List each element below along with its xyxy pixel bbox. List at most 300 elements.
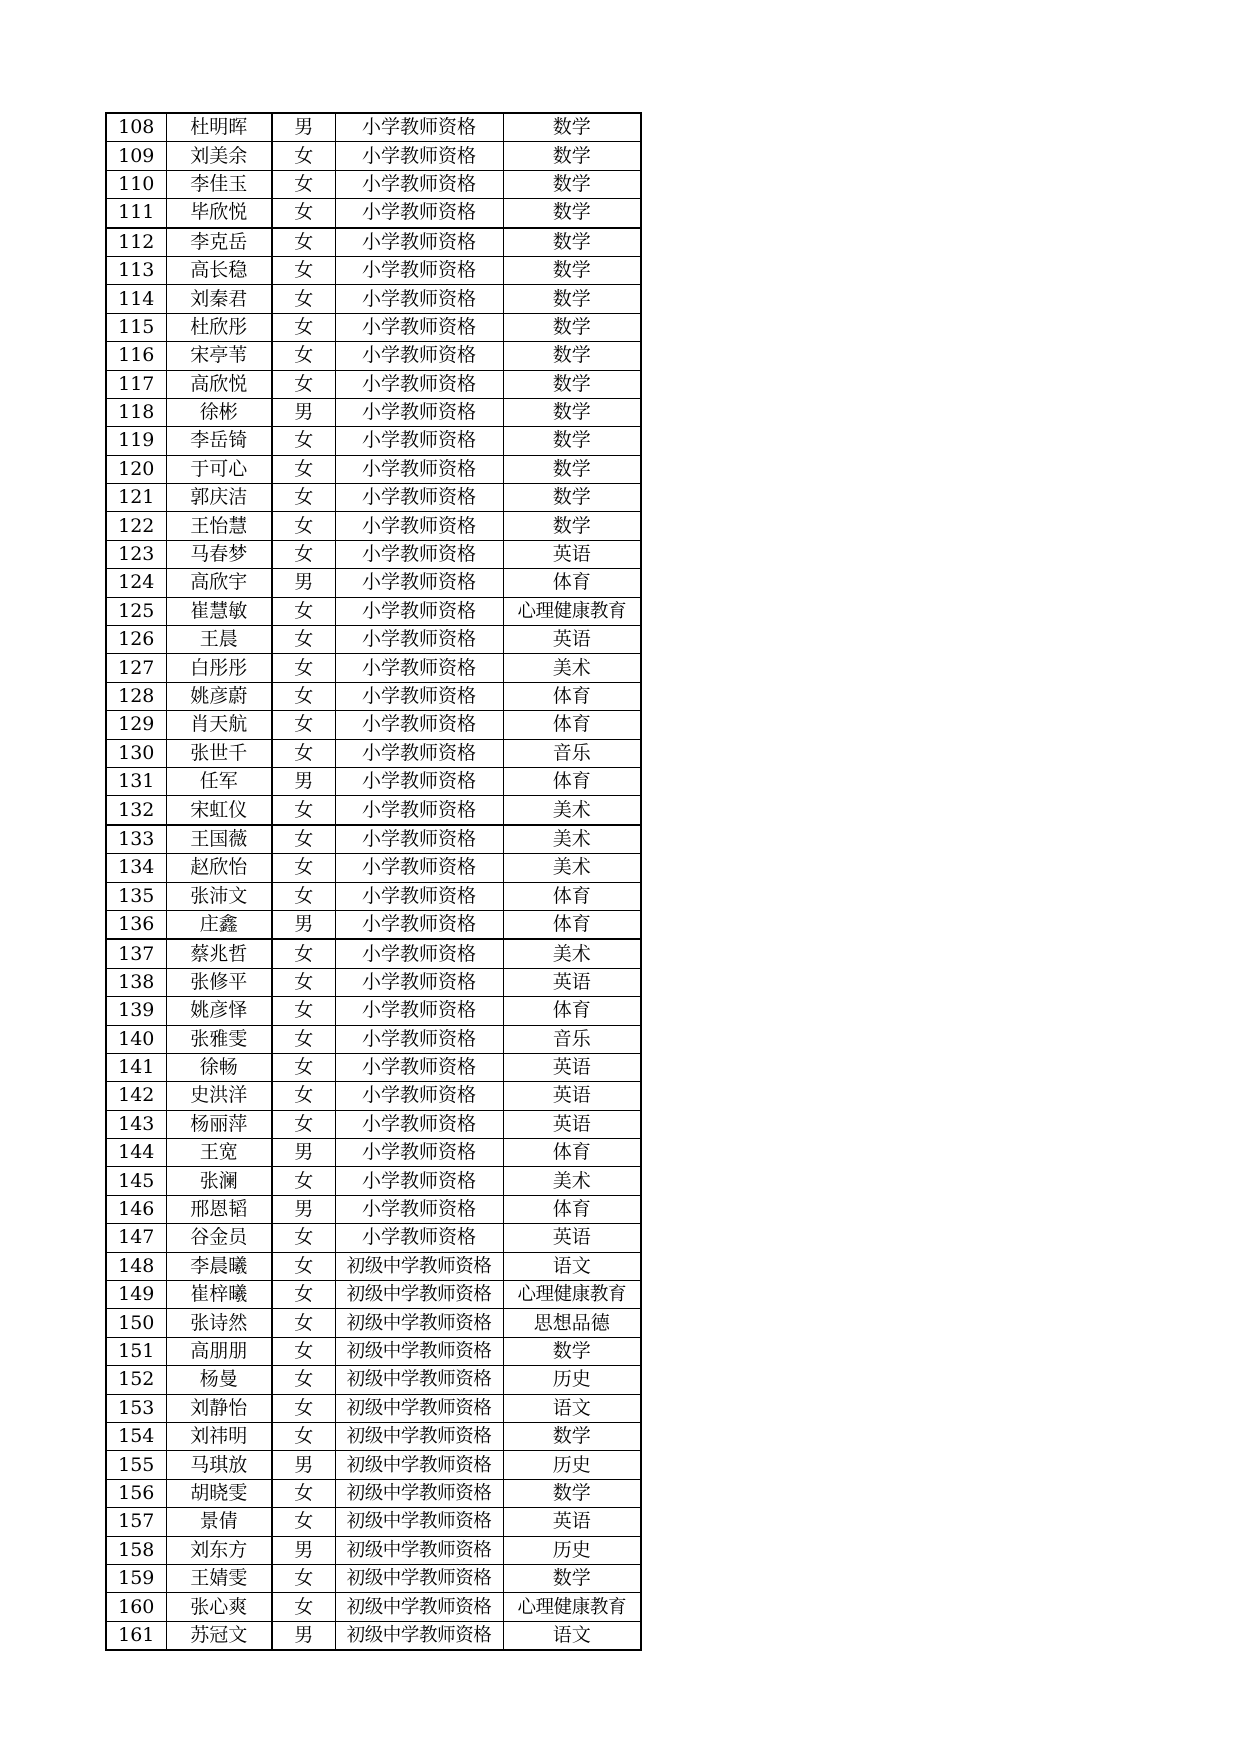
- name-cell: 李佳玉: [166, 170, 272, 198]
- qualification-cell: 小学教师资格: [335, 626, 503, 654]
- qualification-cell: 初级中学教师资格: [335, 1593, 503, 1621]
- subject-cell: 语文: [503, 1621, 641, 1650]
- row-number-cell: 161: [106, 1621, 166, 1650]
- name-cell: 姚彦怿: [166, 997, 272, 1025]
- gender-cell: 女: [272, 654, 335, 682]
- qualification-cell: 小学教师资格: [335, 113, 503, 142]
- subject-cell: 心理健康教育: [503, 1281, 641, 1309]
- qualification-cell: 初级中学教师资格: [335, 1451, 503, 1479]
- gender-cell: 女: [272, 1167, 335, 1195]
- subject-cell: 体育: [503, 569, 641, 597]
- gender-cell: 男: [272, 398, 335, 426]
- gender-cell: 女: [272, 1110, 335, 1138]
- row-number-cell: 108: [106, 113, 166, 142]
- row-number-cell: 154: [106, 1422, 166, 1450]
- qualification-cell: 初级中学教师资格: [335, 1422, 503, 1450]
- table-row: [106, 398, 641, 426]
- row-number-cell: 156: [106, 1479, 166, 1507]
- gender-cell: 女: [272, 1053, 335, 1081]
- table-row: [106, 170, 641, 198]
- gender-cell: 女: [272, 1479, 335, 1507]
- subject-cell: 英语: [503, 1224, 641, 1252]
- qualification-cell: 初级中学教师资格: [335, 1564, 503, 1592]
- row-number-cell: 158: [106, 1536, 166, 1564]
- gender-cell: 男: [272, 1621, 335, 1650]
- qualification-cell: 小学教师资格: [335, 199, 503, 228]
- row-number-cell: 128: [106, 682, 166, 710]
- table-row: [106, 1053, 641, 1081]
- subject-cell: 美术: [503, 939, 641, 968]
- subject-cell: 数学: [503, 1479, 641, 1507]
- table-row: [106, 1281, 641, 1309]
- name-cell: 徐畅: [166, 1053, 272, 1081]
- qualification-cell: 小学教师资格: [335, 398, 503, 426]
- gender-cell: 女: [272, 1564, 335, 1592]
- row-number-cell: 124: [106, 569, 166, 597]
- table-row: [106, 1366, 641, 1394]
- table-row: [106, 512, 641, 540]
- table-row: [106, 285, 641, 313]
- subject-cell: 美术: [503, 854, 641, 882]
- subject-cell: 体育: [503, 1139, 641, 1167]
- name-cell: 马琪放: [166, 1451, 272, 1479]
- table-row: [106, 1422, 641, 1450]
- row-number-cell: 147: [106, 1224, 166, 1252]
- table-row: [106, 1139, 641, 1167]
- row-number-cell: 155: [106, 1451, 166, 1479]
- table-row: [106, 1309, 641, 1337]
- table-row: [106, 199, 641, 228]
- name-cell: 王婧雯: [166, 1564, 272, 1592]
- row-number-cell: 132: [106, 796, 166, 825]
- name-cell: 王宽: [166, 1139, 272, 1167]
- row-number-cell: 145: [106, 1167, 166, 1195]
- qualification-cell: 小学教师资格: [335, 854, 503, 882]
- gender-cell: 男: [272, 113, 335, 142]
- qualification-cell: 小学教师资格: [335, 455, 503, 483]
- row-number-cell: 111: [106, 199, 166, 228]
- name-cell: 张沛文: [166, 882, 272, 910]
- row-number-cell: 126: [106, 626, 166, 654]
- table-row: [106, 1593, 641, 1621]
- table-row: [106, 313, 641, 341]
- table-row: [106, 342, 641, 370]
- name-cell: 郭庆洁: [166, 484, 272, 512]
- name-cell: 苏冠文: [166, 1621, 272, 1650]
- name-cell: 刘东方: [166, 1536, 272, 1564]
- qualification-cell: 小学教师资格: [335, 882, 503, 910]
- gender-cell: 女: [272, 170, 335, 198]
- gender-cell: 女: [272, 142, 335, 170]
- subject-cell: 体育: [503, 1195, 641, 1223]
- gender-cell: 男: [272, 910, 335, 939]
- gender-cell: 女: [272, 313, 335, 341]
- subject-cell: 数学: [503, 398, 641, 426]
- subject-cell: 数学: [503, 370, 641, 398]
- table-row: [106, 882, 641, 910]
- gender-cell: 女: [272, 370, 335, 398]
- name-cell: 刘静怡: [166, 1394, 272, 1422]
- gender-cell: 女: [272, 1025, 335, 1053]
- qualification-cell: 小学教师资格: [335, 256, 503, 284]
- table-row: [106, 682, 641, 710]
- gender-cell: 女: [272, 342, 335, 370]
- gender-cell: 女: [272, 1593, 335, 1621]
- table-row: [106, 1451, 641, 1479]
- name-cell: 高欣悦: [166, 370, 272, 398]
- row-number-cell: 146: [106, 1195, 166, 1223]
- row-number-cell: 123: [106, 540, 166, 568]
- subject-cell: 数学: [503, 1564, 641, 1592]
- qualification-cell: 小学教师资格: [335, 597, 503, 625]
- table-row: [106, 540, 641, 568]
- qualification-cell: 小学教师资格: [335, 1224, 503, 1252]
- table-row: [106, 1479, 641, 1507]
- subject-cell: 历史: [503, 1536, 641, 1564]
- subject-cell: 思想品德: [503, 1309, 641, 1337]
- gender-cell: 女: [272, 1252, 335, 1280]
- row-number-cell: 121: [106, 484, 166, 512]
- name-cell: 毕欣悦: [166, 199, 272, 228]
- name-cell: 王晨: [166, 626, 272, 654]
- name-cell: 姚彦蔚: [166, 682, 272, 710]
- gender-cell: 女: [272, 968, 335, 996]
- gender-cell: 女: [272, 882, 335, 910]
- qualification-cell: 小学教师资格: [335, 569, 503, 597]
- gender-cell: 女: [272, 1508, 335, 1536]
- table-row: [106, 767, 641, 795]
- subject-cell: 数学: [503, 142, 641, 170]
- row-number-cell: 120: [106, 455, 166, 483]
- table-row: [106, 796, 641, 825]
- subject-cell: 数学: [503, 1337, 641, 1365]
- subject-cell: 英语: [503, 1508, 641, 1536]
- row-number-cell: 148: [106, 1252, 166, 1280]
- table-row: [106, 626, 641, 654]
- qualification-cell: 小学教师资格: [335, 767, 503, 795]
- qualification-cell: 小学教师资格: [335, 1053, 503, 1081]
- qualification-cell: 小学教师资格: [335, 1025, 503, 1053]
- name-cell: 史洪洋: [166, 1082, 272, 1110]
- name-cell: 庄鑫: [166, 910, 272, 939]
- subject-cell: 语文: [503, 1252, 641, 1280]
- row-number-cell: 112: [106, 228, 166, 257]
- subject-cell: 英语: [503, 1053, 641, 1081]
- subject-cell: 数学: [503, 199, 641, 228]
- name-cell: 杜欣彤: [166, 313, 272, 341]
- subject-cell: 音乐: [503, 739, 641, 767]
- row-number-cell: 137: [106, 939, 166, 968]
- gender-cell: 女: [272, 256, 335, 284]
- table-row: [106, 654, 641, 682]
- table-row: [106, 1167, 641, 1195]
- table-row: [106, 1082, 641, 1110]
- row-number-cell: 109: [106, 142, 166, 170]
- subject-cell: 历史: [503, 1451, 641, 1479]
- gender-cell: 女: [272, 1224, 335, 1252]
- subject-cell: 英语: [503, 968, 641, 996]
- row-number-cell: 115: [106, 313, 166, 341]
- qualification-cell: 小学教师资格: [335, 285, 503, 313]
- row-number-cell: 160: [106, 1593, 166, 1621]
- row-number-cell: 136: [106, 910, 166, 939]
- subject-cell: 体育: [503, 767, 641, 795]
- row-number-cell: 129: [106, 711, 166, 739]
- name-cell: 白彤彤: [166, 654, 272, 682]
- qualification-cell: 小学教师资格: [335, 939, 503, 968]
- table-row: [106, 1252, 641, 1280]
- qualification-cell: 小学教师资格: [335, 1082, 503, 1110]
- table-row: [106, 939, 641, 968]
- name-cell: 张修平: [166, 968, 272, 996]
- gender-cell: 女: [272, 1281, 335, 1309]
- name-cell: 高朋朋: [166, 1337, 272, 1365]
- gender-cell: 女: [272, 1309, 335, 1337]
- table-row: [106, 1564, 641, 1592]
- name-cell: 宋亭苇: [166, 342, 272, 370]
- subject-cell: 数学: [503, 484, 641, 512]
- qualification-cell: 小学教师资格: [335, 910, 503, 939]
- subject-cell: 体育: [503, 711, 641, 739]
- gender-cell: 女: [272, 1422, 335, 1450]
- name-cell: 高长稳: [166, 256, 272, 284]
- name-cell: 高欣宇: [166, 569, 272, 597]
- subject-cell: 美术: [503, 1167, 641, 1195]
- table-row: [106, 711, 641, 739]
- gender-cell: 男: [272, 1195, 335, 1223]
- row-number-cell: 113: [106, 256, 166, 284]
- row-number-cell: 116: [106, 342, 166, 370]
- row-number-cell: 114: [106, 285, 166, 313]
- table-row: [106, 997, 641, 1025]
- name-cell: 任军: [166, 767, 272, 795]
- qualification-cell: 初级中学教师资格: [335, 1281, 503, 1309]
- subject-cell: 数学: [503, 512, 641, 540]
- subject-cell: 数学: [503, 1422, 641, 1450]
- name-cell: 景倩: [166, 1508, 272, 1536]
- qualification-cell: 小学教师资格: [335, 682, 503, 710]
- table-row: [106, 1025, 641, 1053]
- qualification-cell: 小学教师资格: [335, 484, 503, 512]
- qualification-cell: 小学教师资格: [335, 170, 503, 198]
- name-cell: 谷金员: [166, 1224, 272, 1252]
- qualification-cell: 初级中学教师资格: [335, 1394, 503, 1422]
- gender-cell: 男: [272, 1536, 335, 1564]
- row-number-cell: 153: [106, 1394, 166, 1422]
- gender-cell: 女: [272, 540, 335, 568]
- row-number-cell: 144: [106, 1139, 166, 1167]
- name-cell: 杜明晖: [166, 113, 272, 142]
- qualification-cell: 小学教师资格: [335, 313, 503, 341]
- gender-cell: 女: [272, 1394, 335, 1422]
- qualification-cell: 小学教师资格: [335, 654, 503, 682]
- gender-cell: 女: [272, 854, 335, 882]
- row-number-cell: 138: [106, 968, 166, 996]
- qualification-cell: 小学教师资格: [335, 825, 503, 854]
- name-cell: 崔慧敏: [166, 597, 272, 625]
- qualification-cell: 初级中学教师资格: [335, 1337, 503, 1365]
- gender-cell: 女: [272, 597, 335, 625]
- qualification-cell: 小学教师资格: [335, 1195, 503, 1223]
- name-cell: 李晨曦: [166, 1252, 272, 1280]
- name-cell: 刘美余: [166, 142, 272, 170]
- gender-cell: 女: [272, 739, 335, 767]
- subject-cell: 数学: [503, 285, 641, 313]
- table-row: [106, 256, 641, 284]
- qualification-cell: 初级中学教师资格: [335, 1508, 503, 1536]
- gender-cell: 女: [272, 796, 335, 825]
- name-cell: 肖天航: [166, 711, 272, 739]
- row-number-cell: 157: [106, 1508, 166, 1536]
- row-number-cell: 150: [106, 1309, 166, 1337]
- subject-cell: 美术: [503, 825, 641, 854]
- table-row: [106, 370, 641, 398]
- gender-cell: 女: [272, 997, 335, 1025]
- qualification-cell: 小学教师资格: [335, 796, 503, 825]
- name-cell: 刘祎明: [166, 1422, 272, 1450]
- row-number-cell: 122: [106, 512, 166, 540]
- teacher-qualification-table: [105, 112, 642, 1651]
- subject-cell: 数学: [503, 427, 641, 455]
- table-row: [106, 910, 641, 939]
- table-row: [106, 427, 641, 455]
- gender-cell: 女: [272, 427, 335, 455]
- qualification-cell: 小学教师资格: [335, 1139, 503, 1167]
- table-row: [106, 569, 641, 597]
- qualification-cell: 小学教师资格: [335, 512, 503, 540]
- subject-cell: 数学: [503, 170, 641, 198]
- gender-cell: 女: [272, 455, 335, 483]
- subject-cell: 数学: [503, 313, 641, 341]
- subject-cell: 数学: [503, 256, 641, 284]
- row-number-cell: 134: [106, 854, 166, 882]
- gender-cell: 女: [272, 939, 335, 968]
- gender-cell: 男: [272, 767, 335, 795]
- table-row: [106, 1110, 641, 1138]
- name-cell: 王怡慧: [166, 512, 272, 540]
- gender-cell: 女: [272, 484, 335, 512]
- table-row: [106, 1394, 641, 1422]
- table-row: [106, 1508, 641, 1536]
- row-number-cell: 125: [106, 597, 166, 625]
- subject-cell: 数学: [503, 113, 641, 142]
- gender-cell: 女: [272, 626, 335, 654]
- gender-cell: 女: [272, 825, 335, 854]
- name-cell: 宋虹仪: [166, 796, 272, 825]
- subject-cell: 英语: [503, 540, 641, 568]
- row-number-cell: 118: [106, 398, 166, 426]
- table-row: [106, 739, 641, 767]
- subject-cell: 英语: [503, 1082, 641, 1110]
- gender-cell: 女: [272, 1337, 335, 1365]
- gender-cell: 女: [272, 682, 335, 710]
- qualification-cell: 小学教师资格: [335, 142, 503, 170]
- subject-cell: 英语: [503, 626, 641, 654]
- table-row: [106, 455, 641, 483]
- subject-cell: 历史: [503, 1366, 641, 1394]
- name-cell: 刘秦君: [166, 285, 272, 313]
- qualification-cell: 小学教师资格: [335, 1167, 503, 1195]
- row-number-cell: 127: [106, 654, 166, 682]
- table-row: [106, 484, 641, 512]
- table-row: [106, 1195, 641, 1223]
- qualification-cell: 小学教师资格: [335, 370, 503, 398]
- table-row: [106, 1621, 641, 1650]
- gender-cell: 男: [272, 1139, 335, 1167]
- name-cell: 崔梓曦: [166, 1281, 272, 1309]
- qualification-cell: 小学教师资格: [335, 711, 503, 739]
- subject-cell: 数学: [503, 342, 641, 370]
- table-row: [106, 1224, 641, 1252]
- row-number-cell: 135: [106, 882, 166, 910]
- row-number-cell: 131: [106, 767, 166, 795]
- name-cell: 杨曼: [166, 1366, 272, 1394]
- subject-cell: 心理健康教育: [503, 1593, 641, 1621]
- name-cell: 王国薇: [166, 825, 272, 854]
- gender-cell: 女: [272, 199, 335, 228]
- row-number-cell: 130: [106, 739, 166, 767]
- name-cell: 赵欣怡: [166, 854, 272, 882]
- subject-cell: 体育: [503, 910, 641, 939]
- name-cell: 张诗然: [166, 1309, 272, 1337]
- subject-cell: 美术: [503, 796, 641, 825]
- row-number-cell: 119: [106, 427, 166, 455]
- gender-cell: 女: [272, 512, 335, 540]
- subject-cell: 体育: [503, 682, 641, 710]
- name-cell: 张澜: [166, 1167, 272, 1195]
- table-row: [106, 228, 641, 257]
- gender-cell: 男: [272, 1451, 335, 1479]
- name-cell: 张雅雯: [166, 1025, 272, 1053]
- row-number-cell: 151: [106, 1337, 166, 1365]
- table-row: [106, 1337, 641, 1365]
- qualification-cell: 初级中学教师资格: [335, 1309, 503, 1337]
- gender-cell: 男: [272, 569, 335, 597]
- row-number-cell: 139: [106, 997, 166, 1025]
- qualification-cell: 小学教师资格: [335, 540, 503, 568]
- name-cell: 于可心: [166, 455, 272, 483]
- qualification-cell: 小学教师资格: [335, 228, 503, 257]
- qualification-cell: 初级中学教师资格: [335, 1366, 503, 1394]
- row-number-cell: 143: [106, 1110, 166, 1138]
- gender-cell: 女: [272, 1082, 335, 1110]
- name-cell: 李克岳: [166, 228, 272, 257]
- qualification-cell: 初级中学教师资格: [335, 1621, 503, 1650]
- table-row: [106, 142, 641, 170]
- qualification-cell: 初级中学教师资格: [335, 1252, 503, 1280]
- row-number-cell: 133: [106, 825, 166, 854]
- qualification-cell: 小学教师资格: [335, 968, 503, 996]
- qualification-cell: 初级中学教师资格: [335, 1536, 503, 1564]
- gender-cell: 女: [272, 228, 335, 257]
- table-row: [106, 968, 641, 996]
- row-number-cell: 142: [106, 1082, 166, 1110]
- name-cell: 杨丽萍: [166, 1110, 272, 1138]
- subject-cell: 音乐: [503, 1025, 641, 1053]
- qualification-cell: 小学教师资格: [335, 997, 503, 1025]
- name-cell: 蔡兆哲: [166, 939, 272, 968]
- name-cell: 胡晓雯: [166, 1479, 272, 1507]
- name-cell: 徐彬: [166, 398, 272, 426]
- table-row: [106, 1536, 641, 1564]
- row-number-cell: 117: [106, 370, 166, 398]
- qualification-cell: 初级中学教师资格: [335, 1479, 503, 1507]
- subject-cell: 英语: [503, 1110, 641, 1138]
- row-number-cell: 149: [106, 1281, 166, 1309]
- gender-cell: 女: [272, 285, 335, 313]
- table-row: [106, 825, 641, 854]
- row-number-cell: 152: [106, 1366, 166, 1394]
